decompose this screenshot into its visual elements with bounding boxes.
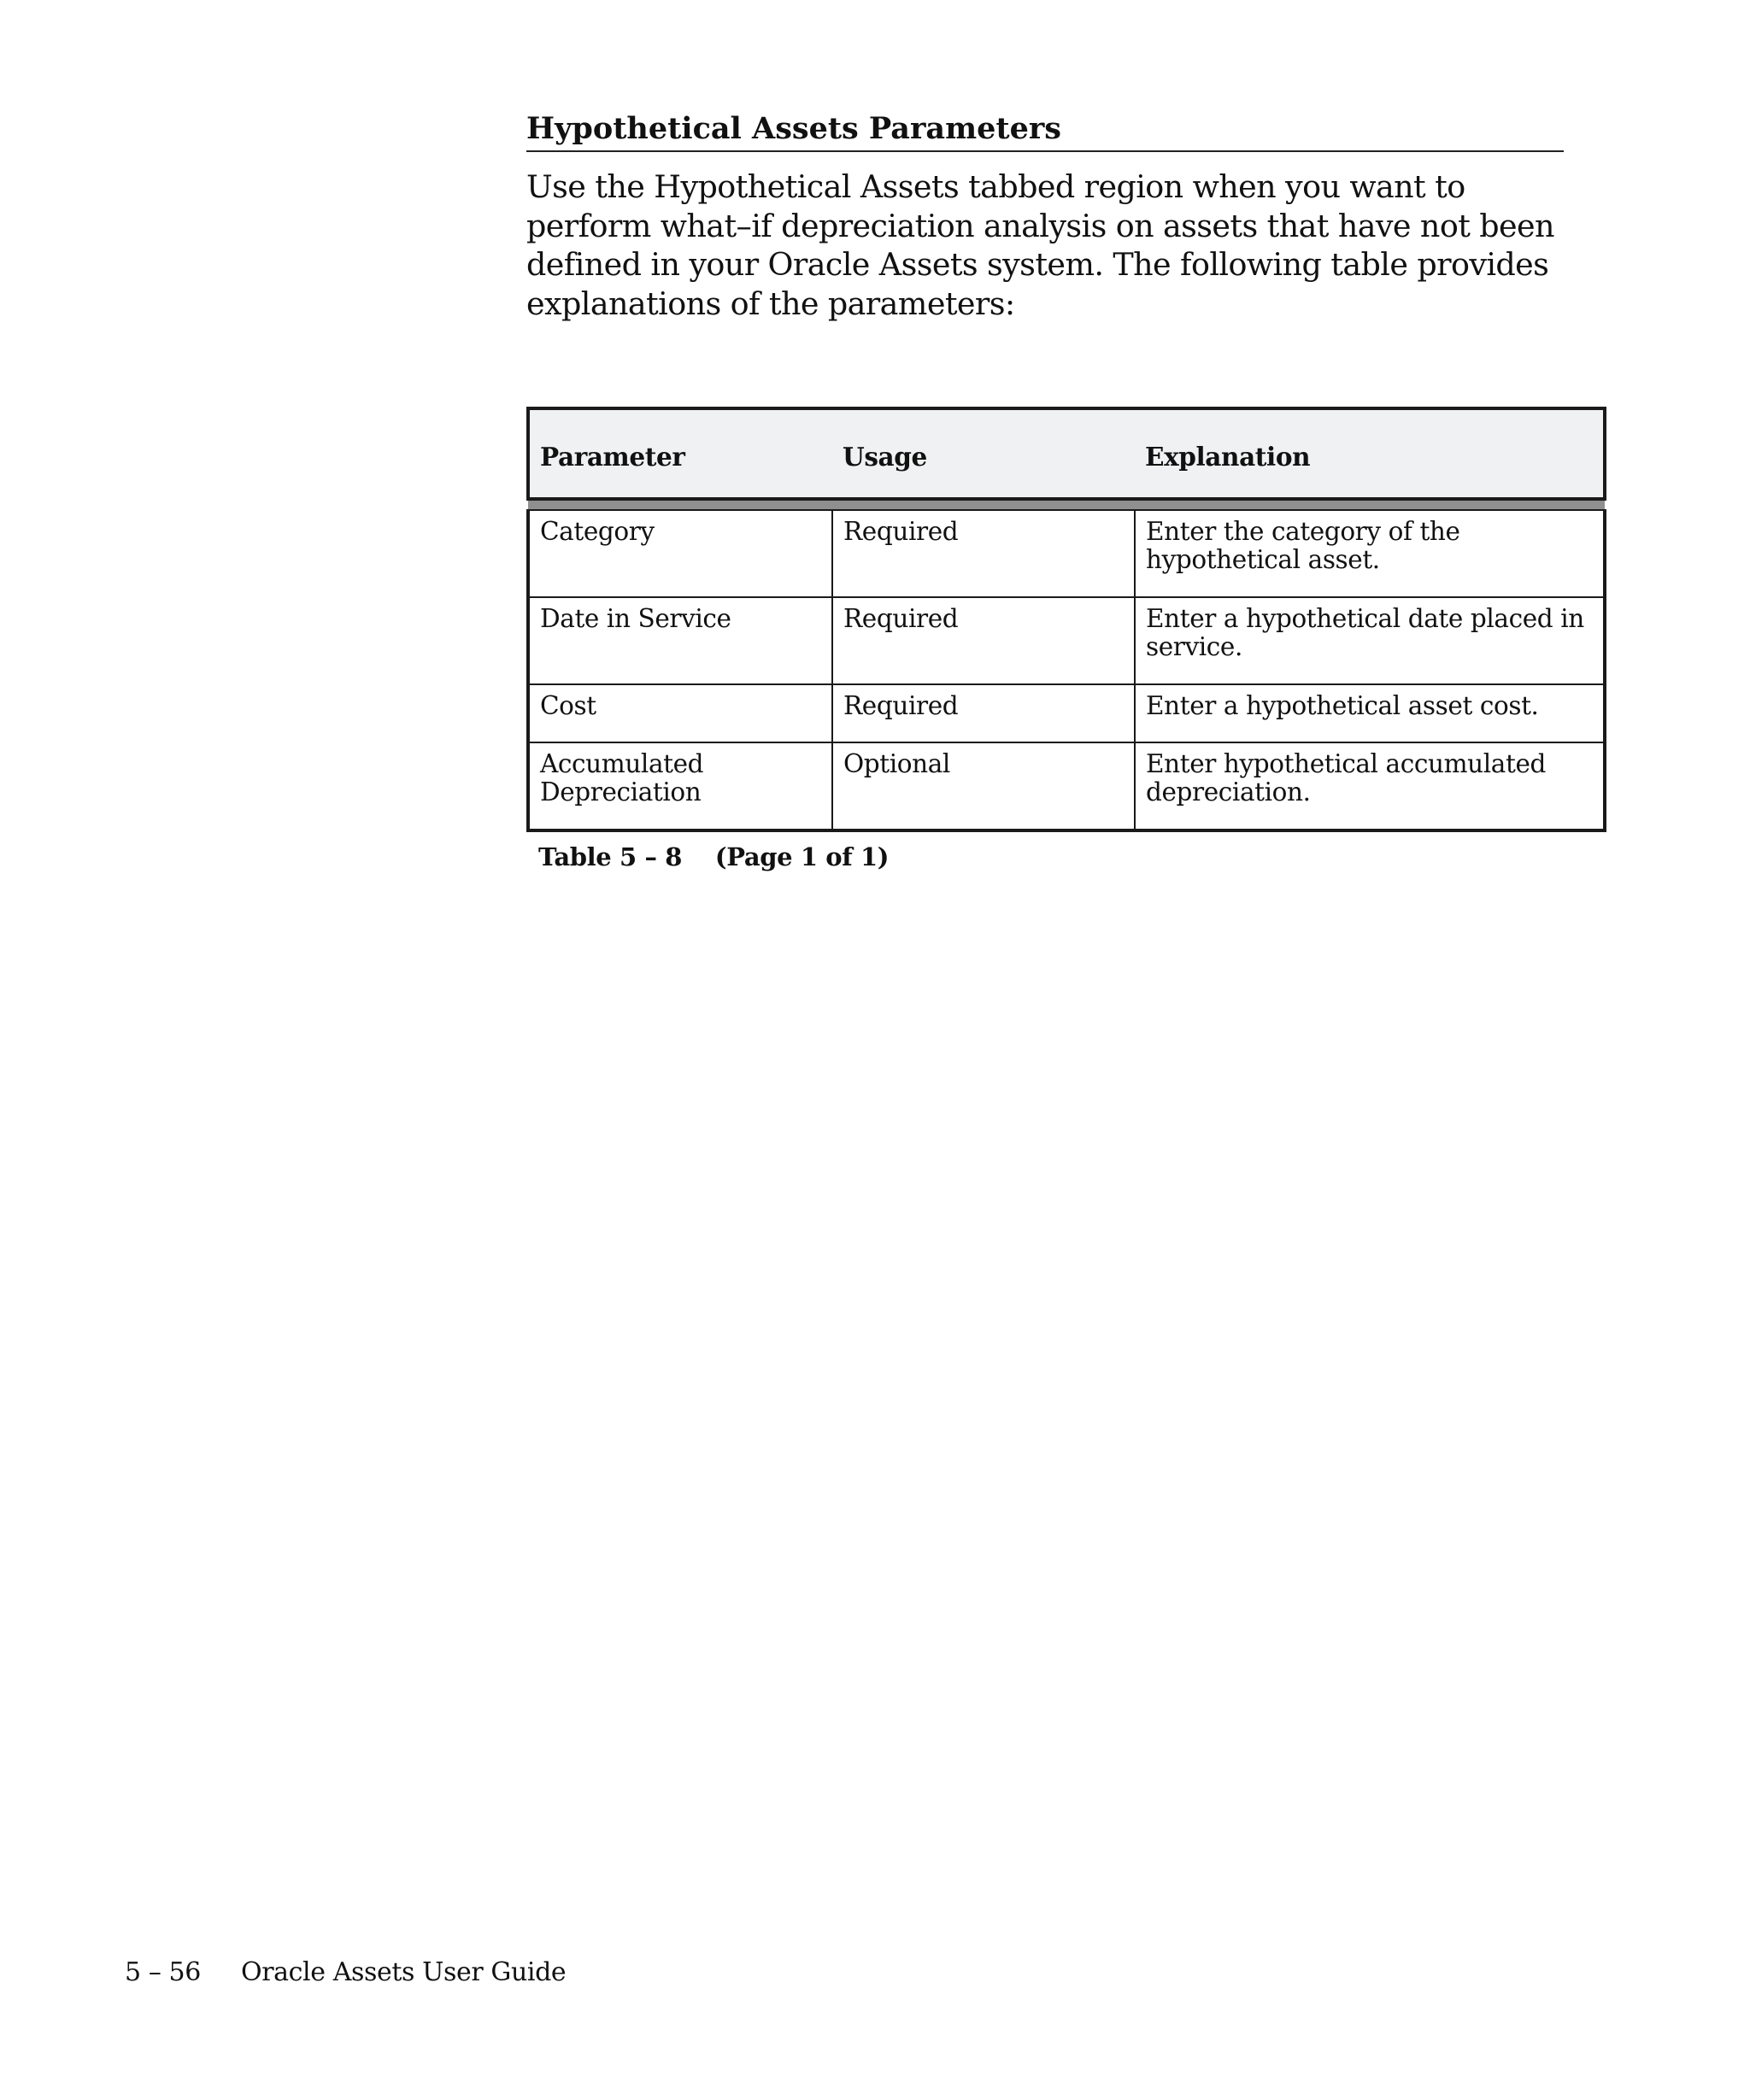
cell-parameter: Category (528, 510, 832, 597)
section-title: Hypothetical Assets Parameters (526, 109, 1564, 152)
page-footer (125, 1957, 566, 1988)
book-title: Oracle Assets User Guide (241, 1957, 567, 1987)
cell-parameter: Date in Service (528, 597, 832, 684)
cell-usage: Required (832, 510, 1135, 597)
table-row (528, 742, 1605, 830)
cell-explanation: Enter the category of the hypothetical asset. (1135, 510, 1605, 597)
parameters-table (526, 407, 1606, 832)
cell-usage: Required (832, 684, 1135, 742)
table-caption: Table 5 – 8 (Page 1 of 1) (538, 842, 890, 871)
header-separator (528, 499, 1605, 510)
cell-explanation: Enter a hypothetical date placed in service. (1135, 597, 1605, 684)
cell-usage: Required (832, 597, 1135, 684)
header-usage: Usage (832, 408, 1135, 499)
header-explanation: Explanation (1135, 408, 1605, 499)
cell-explanation: Enter a hypothetical asset cost. (1135, 684, 1605, 742)
table-row (528, 684, 1605, 742)
table-row (528, 510, 1605, 597)
table-row (528, 597, 1605, 684)
cell-parameter: Accumulated Depreciation (528, 742, 832, 830)
table-header-row (528, 408, 1605, 499)
intro-paragraph: Use the Hypothetical Assets tabbed region when you want to perform what–if depreciation analysis on assets that have not been defined in your Oracle Assets system. The following table provides explanations of the parameters: (526, 168, 1554, 322)
header-parameter: Parameter (528, 408, 832, 499)
cell-explanation: Enter hypothetical accumulated depreciation. (1135, 742, 1605, 830)
cell-parameter: Cost (528, 684, 832, 742)
cell-usage: Optional (832, 742, 1135, 830)
page-number: 5 – 56 (125, 1957, 201, 1987)
